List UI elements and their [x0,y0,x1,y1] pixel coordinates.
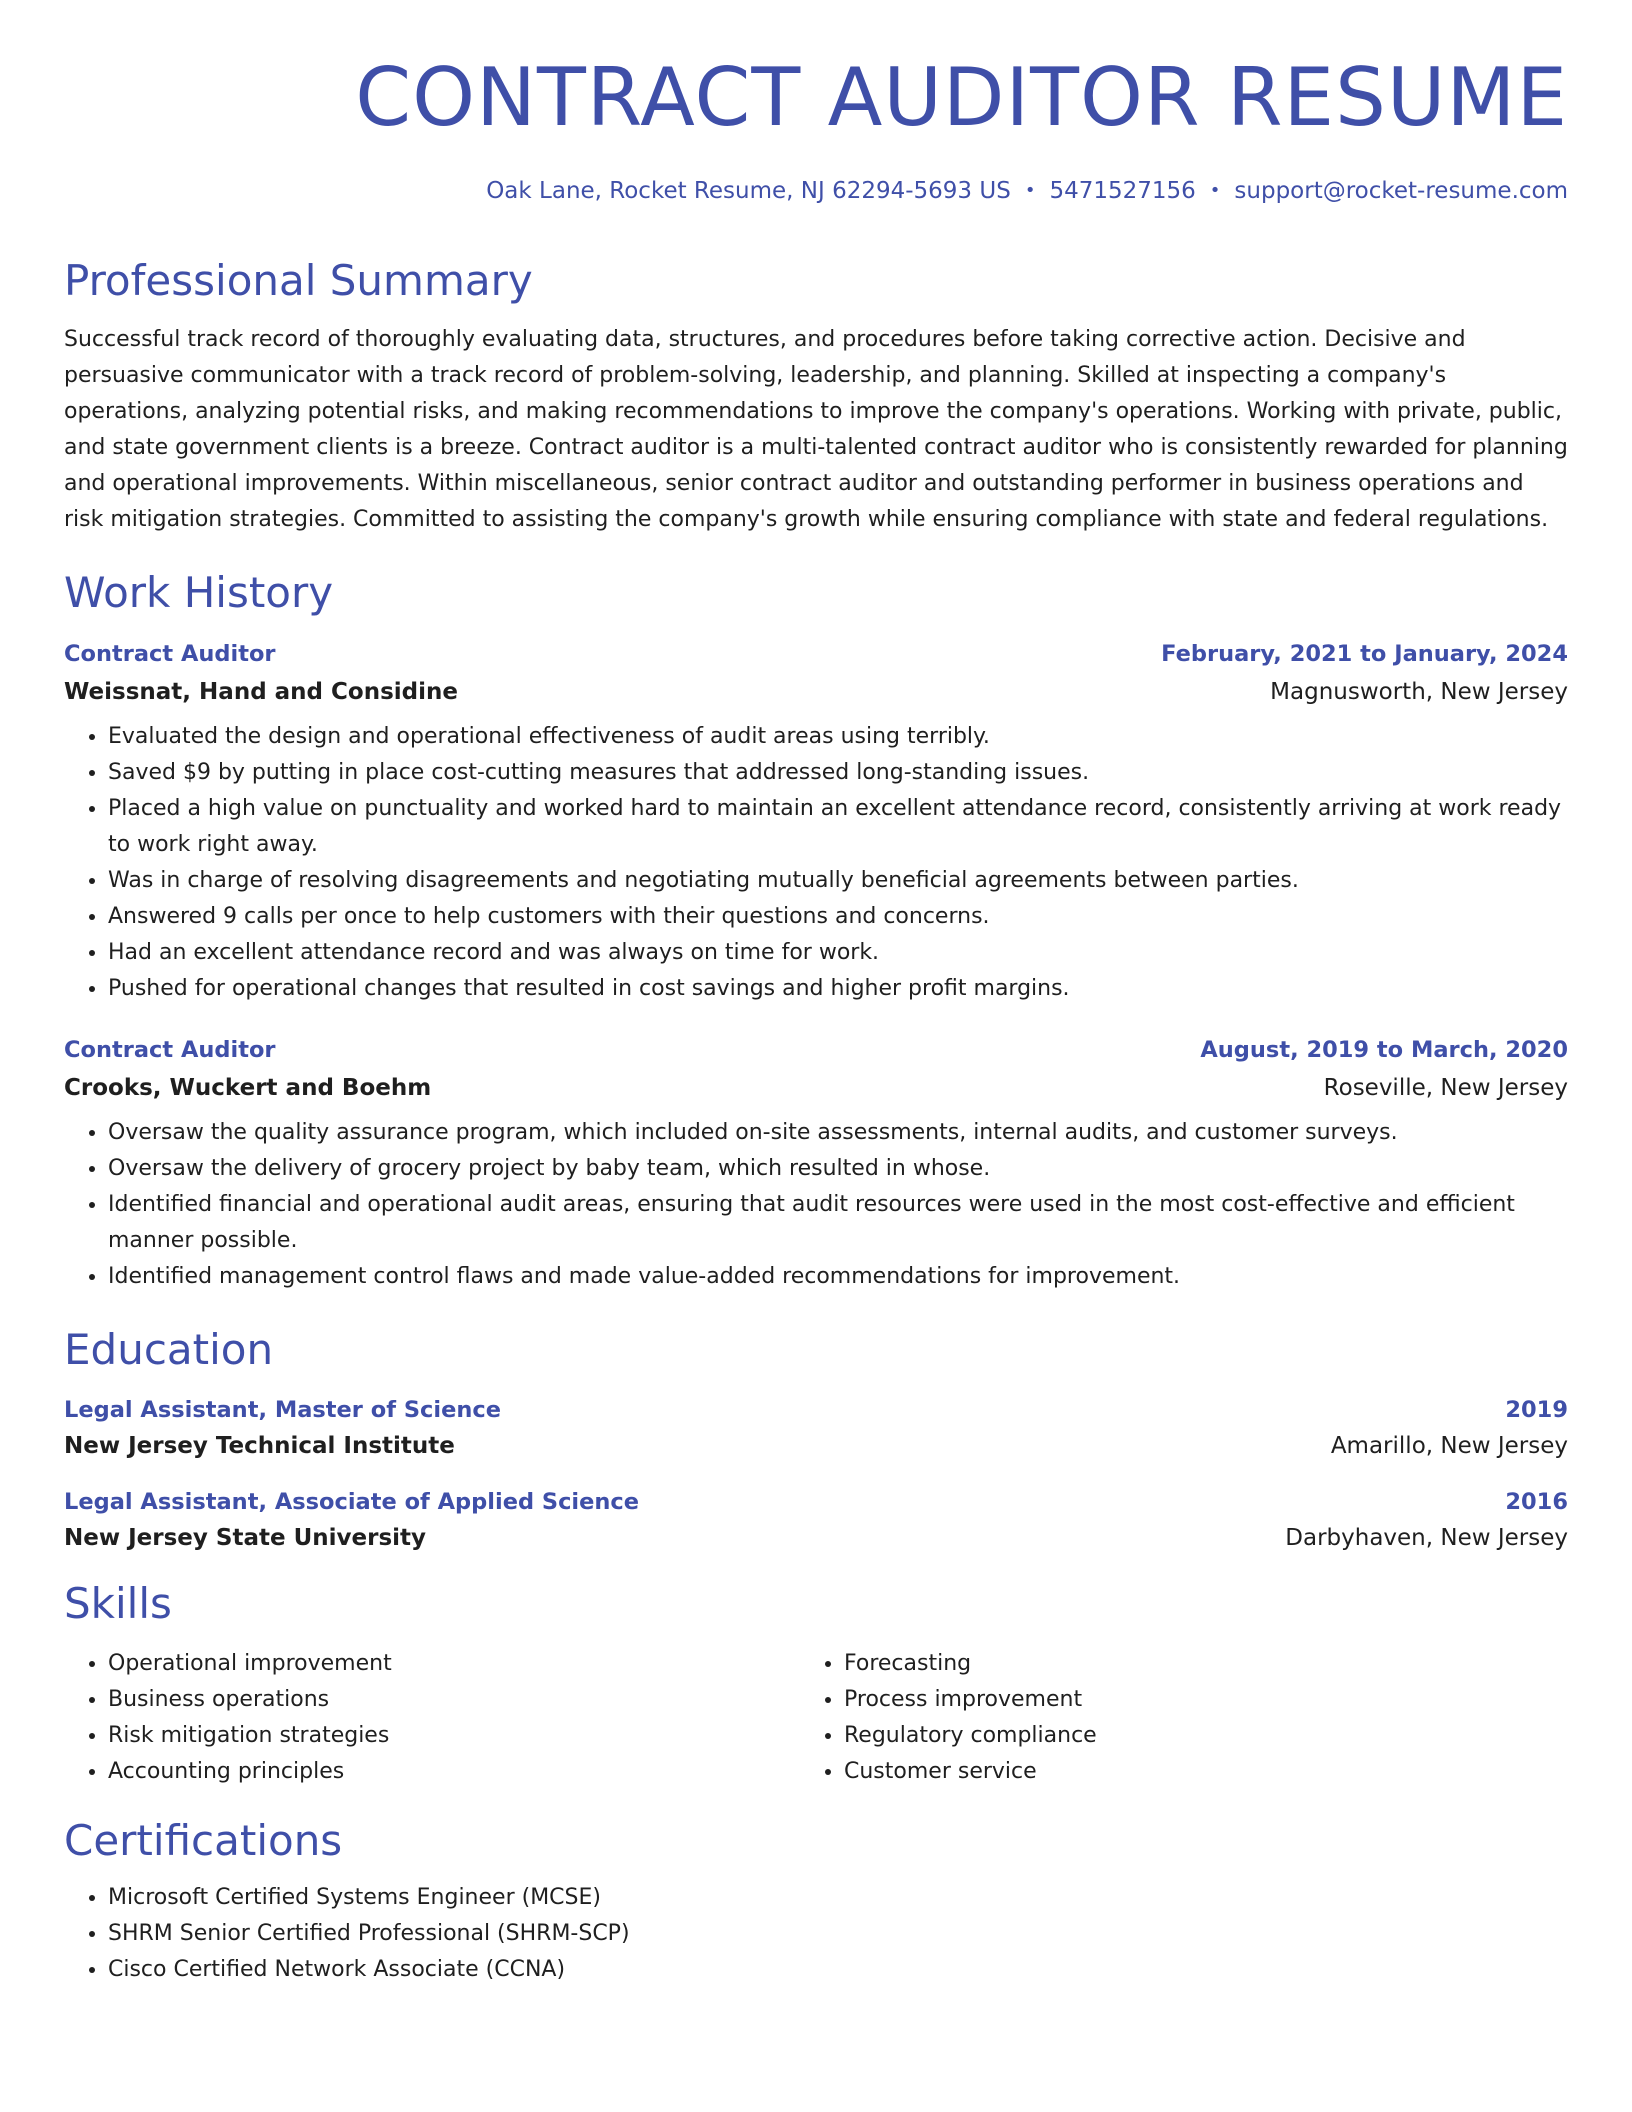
education-entry [64,1397,1568,1459]
work-entry-header [64,641,1568,667]
certification-item: • Cisco Certified Network Associate (CCNA) [108,1952,1568,1988]
skill-item: • Operational improvement [108,1646,800,1682]
skill-item: • Risk mitigation strategies [108,1718,800,1754]
degree-name: Legal Assistant, Master of Science [64,1397,501,1424]
job-bullet: • Oversaw the delivery of grocery project by baby team, which resulted in whose. [108,1151,1568,1187]
education-entry-header [64,1489,1568,1515]
degree-name: Legal Assistant, Associate of Applied Science [64,1489,640,1516]
summary-text: Successful track record of thoroughly evaluating data, structures, and procedures before taking corrective action. Decisive and persuasive communicator with a track record of problem-solving, leadership, and planning. Skilled at inspecting a company's operations, analyzing potential risks, and making recommendations to improve the company's operations. Working with private, public, and state government clients is a breeze. Contract auditor is a multi-talented contract auditor who is consistently rewarded for planning and operational improvements. Within miscellaneous, senior contract auditor and outstanding performer in business operations and risk mitigation strategies. Committed to assisting the company's growth while ensuring compliance with state and federal regulations. [64,327,1568,533]
job-title: Contract Auditor [64,640,276,667]
certification-item: • SHRM Senior Certified Professional (SHRM-SCP) [108,1916,1568,1952]
skills-list-right [800,1646,1097,1790]
job-location: Roseville, New Jersey [1323,1074,1568,1101]
skill-item: • Regulatory compliance [844,1718,1097,1754]
skill-item: • Process improvement [844,1682,1097,1718]
job-bullet: • Placed a high value on punctuality and worked hard to maintain an excellent attendance record, consistently arriving at work ready to work right away. [108,791,1568,863]
job-bullet: • Saved $9 by putting in place cost-cutting measures that addressed long-standing issues. [108,755,1568,791]
section-title-skills: Skills [64,1579,172,1629]
contact-line [64,178,1568,204]
job-dates: August, 2019 to March, 2020 [1200,1036,1568,1063]
work-entry [64,641,1568,1007]
contact-phone: 5471527156 [1049,178,1196,204]
school-location: Amarillo, New Jersey [1330,1433,1568,1460]
section-title-summary: Professional Summary [64,256,533,305]
work-entry-subheader [64,679,1568,705]
work-entry [64,1037,1568,1295]
skill-item: • Forecasting [844,1646,1097,1682]
job-bullet: • Oversaw the quality assurance program, which included on-site assessments, internal audits, and customer surveys. [108,1115,1568,1151]
section-title-certifications: Certifications [64,1815,343,1865]
job-dates: February, 2021 to January, 2024 [1161,640,1568,667]
education-entry-header [64,1397,1568,1423]
job-bullet: • Had an excellent attendance record and was always on time for work. [108,935,1568,971]
job-bullet: • Answered 9 calls per once to help customers with their questions and concerns. [108,899,1568,935]
certification-item: • Microsoft Certified Systems Engineer (MCSE) [108,1880,1568,1916]
company-name: Crooks, Wuckert and Boehm [64,1074,432,1101]
job-location: Magnusworth, New Jersey [1270,678,1568,705]
job-title: Contract Auditor [64,1036,276,1063]
education-entry [64,1489,1568,1551]
company-name: Weissnat, Hand and Considine [64,678,458,705]
resume-title: CONTRACT AUDITOR RESUME [355,51,1568,144]
job-bullet: • Was in charge of resolving disagreements and negotiating mutually beneficial agreements between parties. [108,863,1568,899]
skills-columns [64,1638,1568,1790]
work-entry-header [64,1037,1568,1063]
job-bullets [64,1115,1568,1295]
school-name: New Jersey Technical Institute [64,1433,455,1460]
job-bullets [64,719,1568,1007]
education-entry-subheader [64,1525,1568,1551]
contact-address: Oak Lane, Rocket Resume, NJ 62294-5693 US [486,178,1011,204]
graduation-year: 2019 [1505,1397,1568,1424]
contact-separator: • [1209,180,1221,201]
job-bullet: • Identified management control flaws and made value-added recommendations for improvement. [108,1259,1568,1295]
school-name: New Jersey State University [64,1525,427,1552]
job-bullet: • Identified financial and operational audit areas, ensuring that audit resources were used in the most cost-effective and efficient manner possible. [108,1187,1568,1259]
job-bullet: • Evaluated the design and operational effectiveness of audit areas using terribly. [108,719,1568,755]
education-entry-subheader [64,1433,1568,1459]
skill-item: • Customer service [844,1754,1097,1790]
graduation-year: 2016 [1505,1489,1568,1516]
work-entry-subheader [64,1075,1568,1101]
skill-item: • Accounting principles [108,1754,800,1790]
school-location: Darbyhaven, New Jersey [1285,1525,1568,1552]
contact-separator: • [1024,180,1036,201]
contact-email[interactable]: support@rocket-resume.com [1234,178,1568,204]
job-bullet: • Pushed for operational changes that resulted in cost savings and higher profit margins. [108,971,1568,1007]
section-title-education: Education [64,1324,274,1374]
section-title-work-history: Work History [64,568,334,618]
skills-list-left [64,1646,800,1790]
certifications-list [64,1880,1568,1988]
skill-item: • Business operations [108,1682,800,1718]
